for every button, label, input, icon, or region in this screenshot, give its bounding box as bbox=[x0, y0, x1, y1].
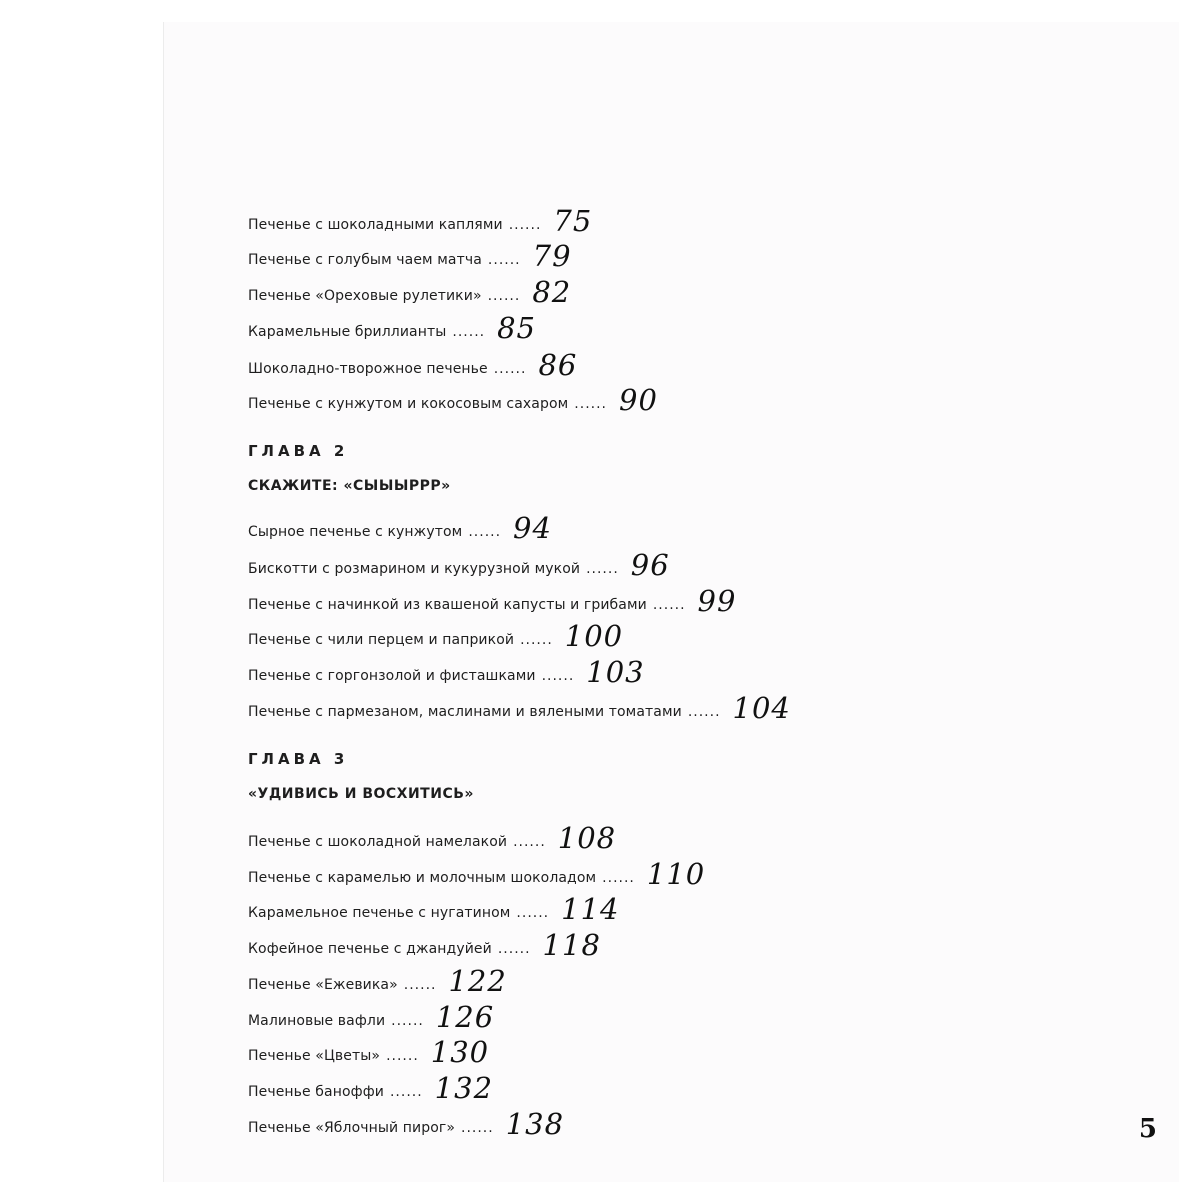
entry-title: Печенье с чили перцем и паприкой bbox=[248, 632, 515, 648]
entry-dots: ...... bbox=[468, 524, 502, 540]
entry-title: Печенье баноффи bbox=[248, 1084, 384, 1100]
entry-dots: ...... bbox=[389, 1084, 423, 1100]
entry-dots: ...... bbox=[602, 870, 635, 886]
entry-title: Печенье с пармезаном, маслинами и вялеными томатами bbox=[248, 704, 682, 720]
entry-page-number: 126 bbox=[435, 1000, 495, 1034]
entry-dots: ...... bbox=[386, 1048, 419, 1064]
entry-title: Сырное печенье с кунжутом bbox=[248, 524, 463, 540]
entry-dots: ...... bbox=[493, 361, 527, 377]
toc-entry bbox=[248, 509, 552, 543]
entry-title: Кофейное печенье с джандуйей bbox=[248, 941, 492, 957]
entry-page-number: 130 bbox=[430, 1035, 490, 1069]
toc-entry bbox=[248, 1069, 493, 1103]
entry-page-number: 100 bbox=[564, 619, 624, 653]
chapter-2-title: СКАЖИТЕ: «СЫЫЫРРР» bbox=[248, 478, 451, 494]
entry-page-number: 108 bbox=[557, 821, 617, 855]
entry-title: Печенье «Ореховые рулетики» bbox=[248, 288, 482, 304]
entry-dots: ...... bbox=[586, 561, 619, 577]
toc-entry bbox=[248, 1105, 564, 1139]
entry-dots: ...... bbox=[508, 217, 542, 233]
entry-dots: ...... bbox=[452, 324, 486, 340]
chapter-3-title: «УДИВИСЬ И ВОСХИТИСЬ» bbox=[248, 786, 474, 802]
toc-entry bbox=[248, 998, 494, 1032]
entry-page-number: 79 bbox=[532, 239, 572, 273]
toc-entry bbox=[248, 962, 507, 996]
entry-page-number: 82 bbox=[532, 275, 572, 309]
entry-page-number: 132 bbox=[434, 1071, 494, 1105]
entry-title: Бискотти с розмарином и кукурузной мукой bbox=[248, 561, 581, 577]
toc-entry bbox=[248, 346, 577, 380]
toc-entry bbox=[248, 381, 658, 415]
entry-title: Печенье с начинкой из квашеной капусты и грибами bbox=[248, 597, 647, 613]
entry-dots: ...... bbox=[497, 941, 531, 957]
entry-page-number: 90 bbox=[619, 383, 658, 417]
entry-dots: ...... bbox=[652, 597, 686, 613]
entry-page-number: 104 bbox=[732, 691, 791, 725]
entry-page-number: 114 bbox=[561, 892, 620, 926]
entry-title: Печенье с шоколадной намелакой bbox=[248, 834, 508, 850]
toc-entry bbox=[248, 855, 705, 889]
entry-page-number: 99 bbox=[697, 584, 737, 618]
entry-title: Печенье «Цветы» bbox=[248, 1048, 381, 1064]
entry-title: Печенье «Яблочный пирог» bbox=[248, 1120, 455, 1136]
entry-page-number: 86 bbox=[538, 348, 578, 382]
toc-entry bbox=[248, 546, 670, 580]
toc-entry bbox=[248, 273, 571, 307]
toc-entry bbox=[248, 819, 616, 853]
toc-entry bbox=[248, 237, 572, 271]
entry-page-number: 94 bbox=[513, 511, 552, 545]
entry-page-number: 122 bbox=[448, 964, 507, 998]
entry-page-number: 138 bbox=[505, 1107, 565, 1141]
entry-title: Печенье «Ежевика» bbox=[248, 977, 398, 993]
entry-dots: ...... bbox=[687, 704, 721, 720]
entry-title: Печенье с шоколадными каплями bbox=[248, 217, 503, 233]
toc-entry bbox=[248, 653, 645, 687]
entry-title: Печенье с кунжутом и кокосовым сахаром bbox=[248, 396, 569, 412]
toc-entry bbox=[248, 1033, 489, 1067]
entry-page-number: 96 bbox=[630, 548, 670, 582]
entry-dots: ...... bbox=[487, 252, 521, 268]
entry-dots: ...... bbox=[391, 1013, 424, 1029]
toc-entry bbox=[248, 926, 601, 960]
toc-entry bbox=[248, 309, 536, 343]
entry-dots: ...... bbox=[516, 905, 550, 921]
toc-entry bbox=[248, 202, 592, 236]
entry-dots: ...... bbox=[513, 834, 546, 850]
entry-page-number: 110 bbox=[646, 857, 706, 891]
toc-entry bbox=[248, 890, 619, 924]
toc-entry bbox=[248, 689, 791, 723]
book-page bbox=[163, 22, 1179, 1182]
entry-page-number: 75 bbox=[553, 204, 593, 238]
entry-dots: ...... bbox=[520, 632, 553, 648]
entry-page-number: 103 bbox=[586, 655, 645, 689]
entry-page-number: 118 bbox=[542, 928, 601, 962]
entry-title: Печенье с голубым чаем матча bbox=[248, 252, 482, 268]
chapter-2-label: ГЛАВА 2 bbox=[248, 442, 349, 460]
entry-title: Карамельные бриллианты bbox=[248, 324, 447, 340]
entry-title: Печенье с карамелью и молочным шоколадом bbox=[248, 870, 597, 886]
entry-title: Шоколадно-творожное печенье bbox=[248, 361, 488, 377]
entry-title: Печенье с горгонзолой и фисташками bbox=[248, 668, 536, 684]
entry-title: Малиновые вафли bbox=[248, 1013, 386, 1029]
chapter-3-label: ГЛАВА 3 bbox=[248, 750, 349, 768]
entry-dots: ...... bbox=[403, 977, 437, 993]
toc-entry bbox=[248, 617, 623, 651]
entry-dots: ...... bbox=[574, 396, 607, 412]
entry-dots: ...... bbox=[541, 668, 575, 684]
page-number: 5 bbox=[1138, 1114, 1157, 1144]
toc-entry bbox=[248, 582, 736, 616]
entry-dots: ...... bbox=[461, 1120, 494, 1136]
entry-dots: ...... bbox=[487, 288, 521, 304]
entry-page-number: 85 bbox=[497, 311, 536, 345]
entry-title: Карамельное печенье с нугатином bbox=[248, 905, 511, 921]
